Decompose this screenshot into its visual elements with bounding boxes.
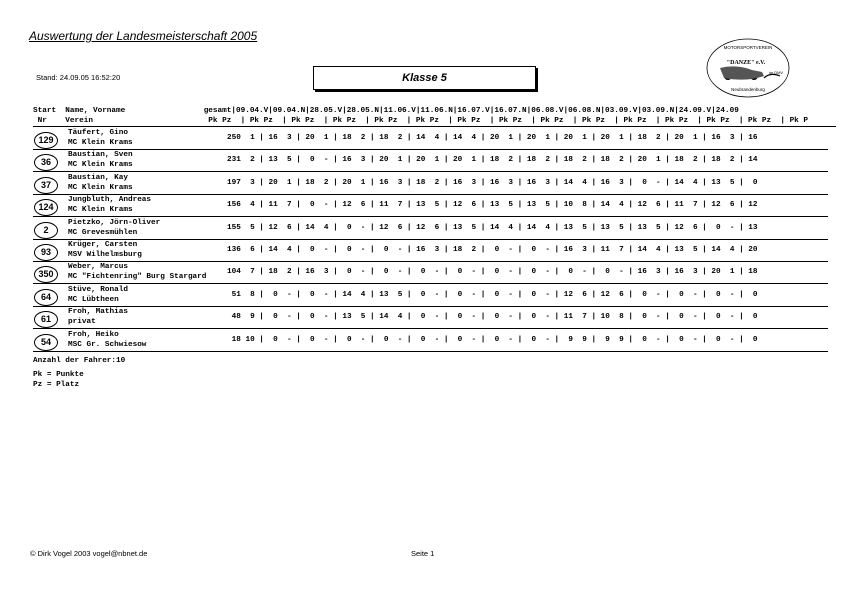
table-row bbox=[33, 307, 836, 329]
start-number-badge: 124 bbox=[34, 199, 58, 216]
table-row bbox=[33, 173, 836, 195]
rider-name: Froh, Heiko bbox=[68, 330, 119, 339]
start-number-badge: 54 bbox=[34, 334, 58, 351]
table-header-line-1: Start Name, Vorname gesamt|09.04.V|09.04.N|28.05.V|28.05.N|11.06.V|11.06.N|16.07.V|16.07.N|06.08.V|06.08.N|03.09.V|03.09.N|24.09.V|24.09 bbox=[33, 107, 739, 115]
rider-scores: 136 6 | 14 4 | 0 - | 0 - | 0 - | 16 3 | 18 2 | 0 - | 0 - | 16 3 | 11 7 | 14 4 | 13 5 | 14 4 | 20 bbox=[227, 246, 758, 254]
rider-name: Baustian, Kay bbox=[68, 173, 128, 182]
rider-name: Baustian, Sven bbox=[68, 151, 133, 160]
rider-name: Stüve, Ronald bbox=[68, 285, 128, 294]
start-number-badge: 129 bbox=[34, 132, 58, 149]
start-number-badge: 64 bbox=[34, 289, 58, 306]
legend-pz: Pz = Platz bbox=[33, 381, 80, 389]
start-number-badge: 61 bbox=[34, 311, 58, 328]
rider-name: Jungbluth, Andreas bbox=[68, 196, 152, 205]
footer-copyright: © Dirk Vogel 2003 vogel@nbnet.de bbox=[30, 549, 148, 558]
rider-club: MSC Gr. Schwiesow bbox=[68, 340, 147, 349]
logo-text-bottom: Neubrandenburg bbox=[731, 87, 765, 92]
rider-scores: 250 1 | 16 3 | 20 1 | 18 2 | 18 2 | 14 4 | 14 4 | 20 1 | 20 1 | 20 1 | 20 1 | 18 2 | 20 1 | 16 3 | 16 bbox=[227, 134, 758, 142]
rider-club: MC Klein Krams bbox=[68, 183, 133, 192]
rider-club: privat bbox=[68, 318, 96, 327]
table-row bbox=[33, 218, 836, 240]
rider-name: Pietzko, Jörn-Oliver bbox=[68, 218, 161, 227]
table-row bbox=[33, 330, 836, 352]
table-header-line-2: Nr Verein Pk Pz | Pk Pz | Pk Pz | Pk Pz | Pk Pz | Pk Pz | Pk Pz | Pk Pz | Pk Pz | Pk Pz | Pk Pz | Pk Pz | Pk Pz | Pk Pz | Pk P bbox=[33, 117, 809, 125]
timestamp: Stand: 24.09.05 16:52:20 bbox=[36, 73, 121, 82]
logo-text-middle: "DANZE" e.V. bbox=[726, 60, 766, 66]
rider-club: MC Klein Krams bbox=[68, 161, 133, 170]
table-row bbox=[33, 285, 836, 307]
table-row bbox=[33, 240, 836, 262]
table-row bbox=[33, 128, 836, 150]
start-number-badge: 2 bbox=[34, 222, 58, 239]
start-number-badge: 36 bbox=[34, 154, 58, 171]
rider-scores: 18 10 | 0 - | 0 - | 0 - | 0 - | 0 - | 0 - | 0 - | 0 - | 9 9 | 9 9 | 0 - | 0 - | 0 - | 0 bbox=[227, 335, 758, 344]
rider-name: Froh, Mathias bbox=[68, 308, 128, 317]
row-divider bbox=[33, 351, 828, 352]
rider-scores: 231 2 | 13 5 | 0 - | 16 3 | 20 1 | 20 1 | 20 1 | 18 2 | 18 2 | 18 2 | 18 2 | 20 1 | 18 2 | 18 2 | 14 bbox=[227, 156, 758, 165]
rider-club: MC Lübtheen bbox=[68, 295, 119, 304]
rider-scores: 51 8 | 0 - | 0 - | 14 4 | 13 5 | 0 - | 0 - | 0 - | 0 - | 12 6 | 12 6 | 0 - | 0 - | 0 - | 0 bbox=[227, 290, 758, 299]
class-title-box: Klasse 5 bbox=[313, 66, 536, 90]
rider-name: Krüger, Carsten bbox=[68, 241, 138, 249]
rider-scores: 197 3 | 20 1 | 18 2 | 20 1 | 16 3 | 18 2 | 16 3 | 16 3 | 16 3 | 14 4 | 16 3 | 0 - | 14 4 | 13 5 | 0 bbox=[227, 178, 758, 187]
rider-name: Täufert, Gino bbox=[68, 129, 128, 137]
footer-page: Seite 1 bbox=[411, 549, 435, 558]
table-row bbox=[33, 262, 836, 284]
rider-scores: 104 7 | 18 2 | 16 3 | 0 - | 0 - | 0 - | 0 - | 0 - | 0 - | 0 - | 0 - | 16 3 | 16 3 | 20 1 | 18 bbox=[227, 268, 758, 277]
table-header-rule bbox=[33, 126, 836, 127]
start-number-badge: 37 bbox=[34, 177, 58, 194]
rider-scores: 156 4 | 11 7 | 0 - | 12 6 | 11 7 | 13 5 | 12 6 | 13 5 | 13 5 | 10 8 | 14 4 | 12 6 | 11 7 | 12 6 | 12 bbox=[227, 201, 758, 210]
rider-name: Weber, Marcus bbox=[68, 263, 128, 272]
rider-club: MC Klein Krams bbox=[68, 206, 133, 215]
rider-club: MC "Fichtenring" Burg Stargard bbox=[68, 273, 207, 282]
logo-text-right: im DMV bbox=[768, 70, 784, 75]
page-title: Auswertung der Landesmeisterschaft 2005 bbox=[29, 29, 258, 43]
start-number-badge: 350 bbox=[34, 266, 58, 283]
rider-scores: 155 5 | 12 6 | 14 4 | 0 - | 12 6 | 12 6 | 13 5 | 14 4 | 14 4 | 13 5 | 13 5 | 13 5 | 12 6 | 0 - | 13 bbox=[227, 223, 758, 232]
rider-scores: 48 9 | 0 - | 0 - | 13 5 | 14 4 | 0 - | 0 - | 0 - | 0 - | 11 7 | 10 8 | 0 - | 0 - | 0 - | 0 bbox=[227, 313, 758, 322]
legend-pk: Pk = Punkte bbox=[33, 371, 84, 379]
rider-count: Anzahl der Fahrer:10 bbox=[33, 357, 126, 365]
start-number-badge: 93 bbox=[34, 244, 58, 261]
rider-club: MC Klein Krams bbox=[68, 139, 133, 147]
club-logo bbox=[706, 38, 790, 98]
logo-text-top: MOTORSPORTVEREIN bbox=[723, 45, 773, 50]
rider-club: MSV Wilhelmsburg bbox=[68, 251, 142, 259]
table-row bbox=[33, 150, 836, 172]
rider-club: MC Grevesmühlen bbox=[68, 228, 138, 237]
table-row bbox=[33, 195, 836, 217]
